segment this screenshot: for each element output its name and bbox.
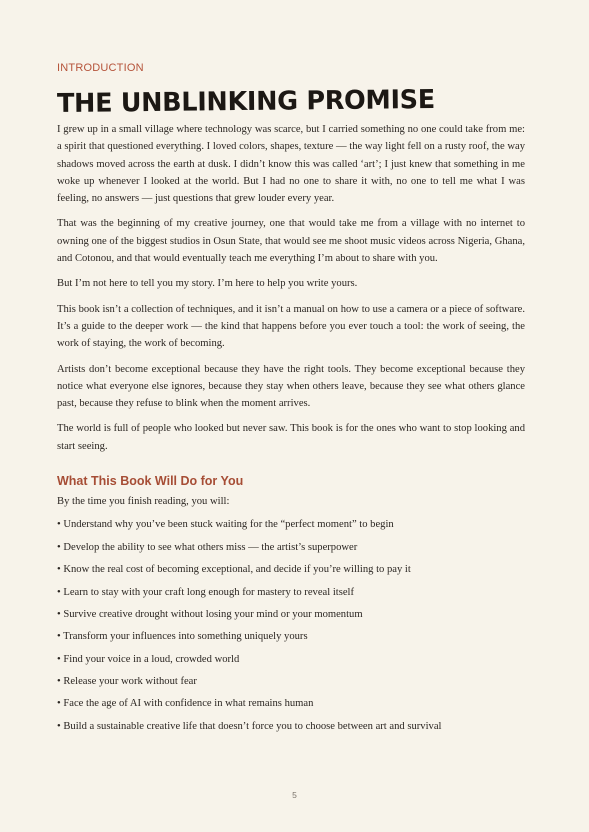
list-item: • Understand why you’ve been stuck waiting for the “perfect moment” to begin xyxy=(57,519,394,531)
subsection-heading: What This Book Will Do for You xyxy=(57,474,244,489)
list-item: • Survive creative drought without losing your mind or your momentum xyxy=(57,608,363,620)
section-label: INTRODUCTION xyxy=(57,62,144,74)
list-item: • Find your voice in a loud, crowded world xyxy=(57,653,240,665)
list-item: • Release your work without fear xyxy=(57,676,197,688)
list-item: • Face the age of AI with confidence in what remains human xyxy=(57,698,314,710)
paragraph-1: I grew up in a small village where technology was scarce, but I carried something no one could take from me: a spirit that questioned everything. I loved colors, shapes, texture — the way light fell on a rusty roof, the way shadows moved across the earth at dusk. I didn’t know this was called ‘art’; I just knew that something in me woke up whenever I looked at the world. But I had no one to share it with, no one to tell me what I was feeling, no answers — just questions that grew louder every year. xyxy=(57,124,525,205)
paragraph-4: This book isn’t a collection of techniques, and it isn’t a manual on how to use a camera or a piece of software. It’s a guide to the deeper work — the kind that happens before you ever touch a tool: the work of seeing, the work of staying, the work of becoming. xyxy=(57,303,525,350)
paragraph-5: Artists don’t become exceptional because they have the right tools. They become exceptional because they notice what everyone else ignores, because they stay when others leave, because they see what others glance past, because they refuse to blink when the moment arrives. xyxy=(57,363,525,410)
page-content xyxy=(57,61,525,742)
subsection-intro: By the time you finish reading, you will: xyxy=(57,496,230,508)
list-item: • Know the real cost of becoming exceptional, and decide if you’re willing to pay it xyxy=(57,564,411,576)
list-item: • Develop the ability to see what others miss — the artist’s superpower xyxy=(57,541,358,553)
page-number: 5 xyxy=(292,790,297,800)
list-item: • Transform your influences into something uniquely yours xyxy=(57,631,308,643)
paragraph-3: But I’m not here to tell you my story. I’m here to help you write yours. xyxy=(57,278,358,290)
paragraph-2: That was the beginning of my creative journey, one that would take me from a village with no internet to owning one of the biggest studios in Osun State, that would see me shoot music videos across Nigeria, Ghana, and Cotonou, and that would eventually teach me everything I’m about to share with you. xyxy=(57,218,525,265)
list-item: • Learn to stay with your craft long enough for mastery to reveal itself xyxy=(57,586,355,598)
chapter-title: THE UNBLINKING PROMISE xyxy=(56,84,436,119)
list-item: • Build a sustainable creative life that doesn’t force you to choose between art and survival xyxy=(57,720,442,732)
benefits-list xyxy=(57,518,525,734)
paragraph-6: The world is full of people who looked but never saw. This book is for the ones who want to stop looking and start seeing. xyxy=(57,423,525,452)
